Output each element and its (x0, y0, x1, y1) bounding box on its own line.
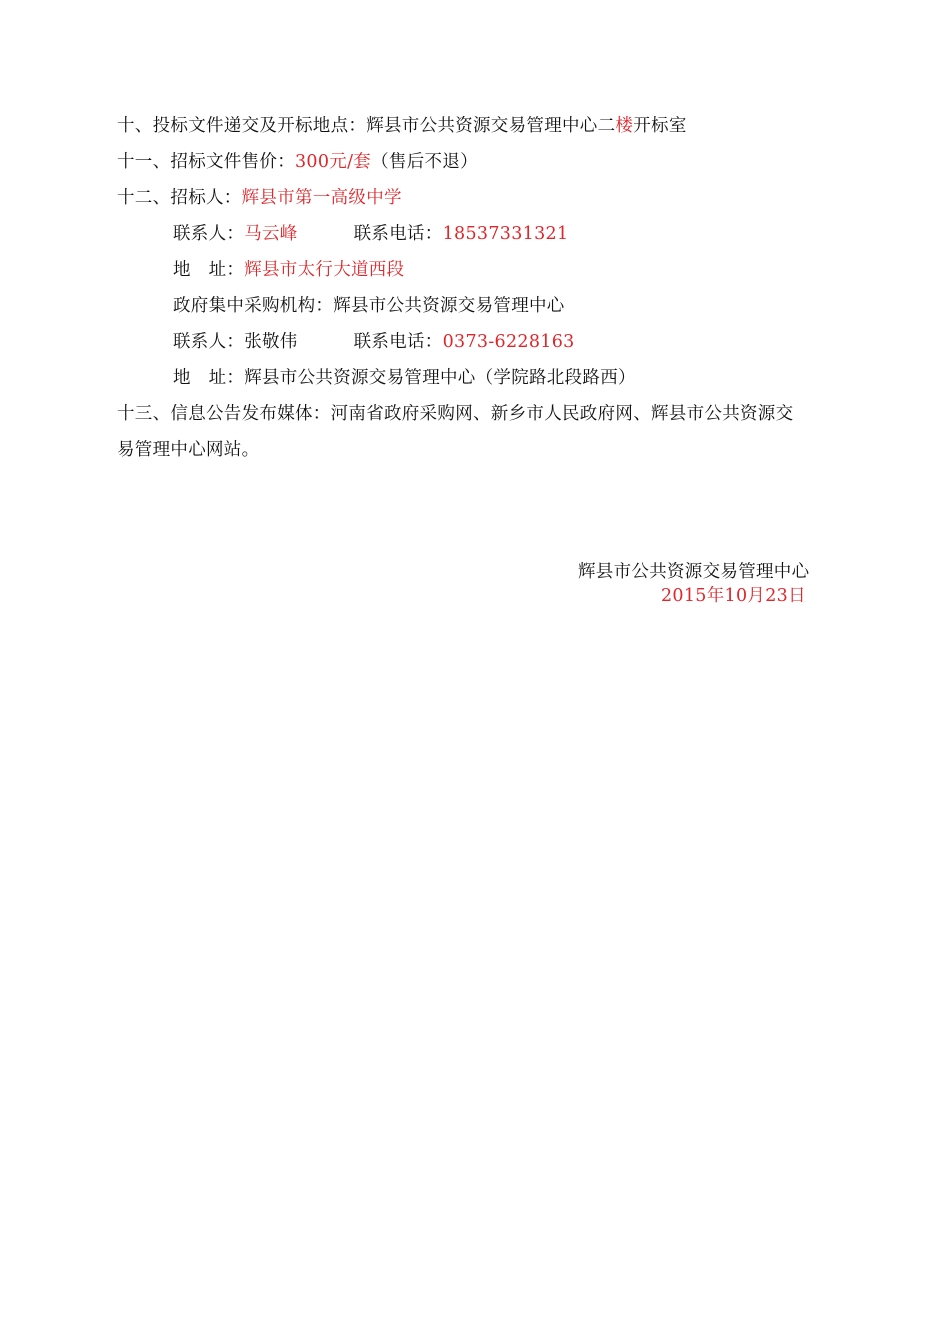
item-ten-text: 十、投标文件递交及开标地点：辉县市公共资源交易管理中心二 (117, 116, 616, 136)
tenderer-contact-name: 马云峰 (244, 224, 298, 244)
agency-address-row (173, 366, 636, 390)
item-eleven-label: 十一、招标文件售价： (117, 152, 295, 172)
signature-org (578, 560, 809, 584)
tenderer-address: 辉县市太行大道西段 (244, 260, 405, 280)
agency-contact-label: 联系人： (173, 332, 245, 352)
agency-address: 地 址：辉县市公共资源交易管理中心（学院路北段路西） (173, 368, 636, 388)
item-thirteen-line2 (117, 438, 259, 462)
agency-contact-name: 张敬伟 (244, 332, 298, 352)
item-ten (117, 114, 687, 138)
tenderer-contact-label: 联系人： (173, 224, 245, 244)
signature-date (661, 584, 806, 608)
item-eleven-price: 300元/套 (295, 152, 372, 172)
agency-row (173, 294, 565, 318)
signature-org-text: 辉县市公共资源交易管理中心 (578, 562, 810, 582)
item-thirteen-text-continued: 易管理中心网站。 (117, 440, 260, 460)
agency-phone: 0373-6228163 (442, 332, 575, 352)
agency-phone-label: 联系电话： (353, 332, 443, 352)
agency-text: 政府集中采购机构：辉县市公共资源交易管理中心 (173, 296, 565, 316)
item-thirteen-line1 (117, 402, 793, 426)
tenderer-phone: 18537331321 (442, 224, 569, 244)
item-twelve-tenderer: 辉县市第一高级中学 (241, 188, 402, 208)
item-twelve (117, 186, 402, 210)
agency-contact-row (173, 330, 575, 354)
tenderer-address-row (173, 258, 404, 282)
item-thirteen-text: 十三、信息公告发布媒体：河南省政府采购网、新乡市人民政府网、辉县市公共资源交 (117, 404, 794, 424)
item-twelve-label: 十二、招标人： (117, 188, 242, 208)
item-ten-floor: 楼 (615, 116, 634, 136)
item-eleven-note: （售后不退） (371, 152, 478, 172)
item-eleven (117, 150, 478, 174)
signature-date-text: 2015年10月23日 (661, 586, 806, 606)
item-ten-room: 开标室 (633, 116, 687, 136)
tenderer-address-label: 地 址： (173, 260, 245, 280)
tenderer-contact-row (173, 222, 568, 246)
tenderer-phone-label: 联系电话： (353, 224, 443, 244)
